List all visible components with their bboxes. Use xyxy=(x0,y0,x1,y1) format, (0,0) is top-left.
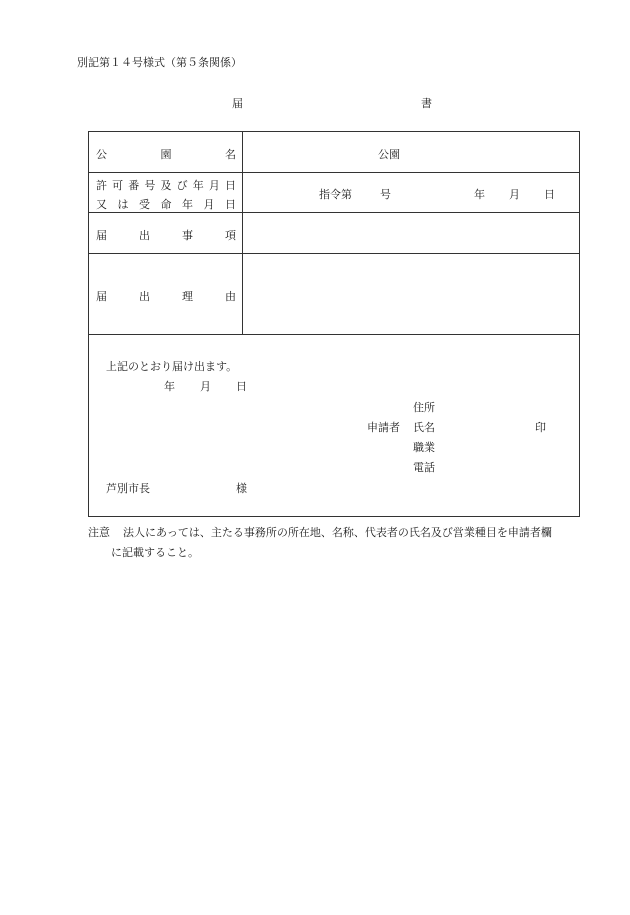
permit-month: 月 xyxy=(509,188,520,201)
applicant-name-label: 氏名 xyxy=(413,421,435,434)
applicant-label: 申請者 xyxy=(367,421,400,434)
declaration-statement: 上記のとおり届け出ます。 xyxy=(106,360,238,373)
park-name-label: 公 園 名 xyxy=(96,148,236,161)
applicant-address-label: 住所 xyxy=(413,401,435,414)
declaration-month: 月 xyxy=(200,380,211,393)
honorific: 様 xyxy=(236,482,247,495)
order-number-suffix: 号 xyxy=(380,188,391,201)
form-number: 別記第１４号様式（第５条関係） xyxy=(77,56,242,69)
declaration-year: 年 xyxy=(164,380,175,393)
declaration-day: 日 xyxy=(236,380,247,393)
notification-items-label: 届 出 事 項 xyxy=(96,229,236,242)
notification-reason-label: 届 出 理 由 xyxy=(96,290,236,303)
permit-number-label-line1: 許 可 番 号 及 び 年 月 日 xyxy=(96,179,236,192)
permit-number-label-line2: 又 は 受 命 年 月 日 xyxy=(96,198,236,211)
seal-mark: 印 xyxy=(535,421,546,434)
permit-day: 日 xyxy=(544,188,555,201)
title-char-2: 書 xyxy=(421,97,432,110)
order-number-prefix: 指令第 xyxy=(319,188,352,201)
applicant-occupation-label: 職業 xyxy=(413,441,435,454)
applicant-phone-label: 電話 xyxy=(413,461,435,474)
park-name-value: 公園 xyxy=(378,148,400,161)
addressee: 芦別市長 xyxy=(106,482,150,495)
title-char-1: 届 xyxy=(232,97,243,110)
note-line-1: 法人にあっては、主たる事務所の所在地、名称、代表者の氏名及び営業種目を申請者欄 xyxy=(123,526,552,539)
note-line-2: に記載すること。 xyxy=(111,546,199,559)
note-label: 注意 xyxy=(88,526,110,539)
permit-year: 年 xyxy=(474,188,485,201)
